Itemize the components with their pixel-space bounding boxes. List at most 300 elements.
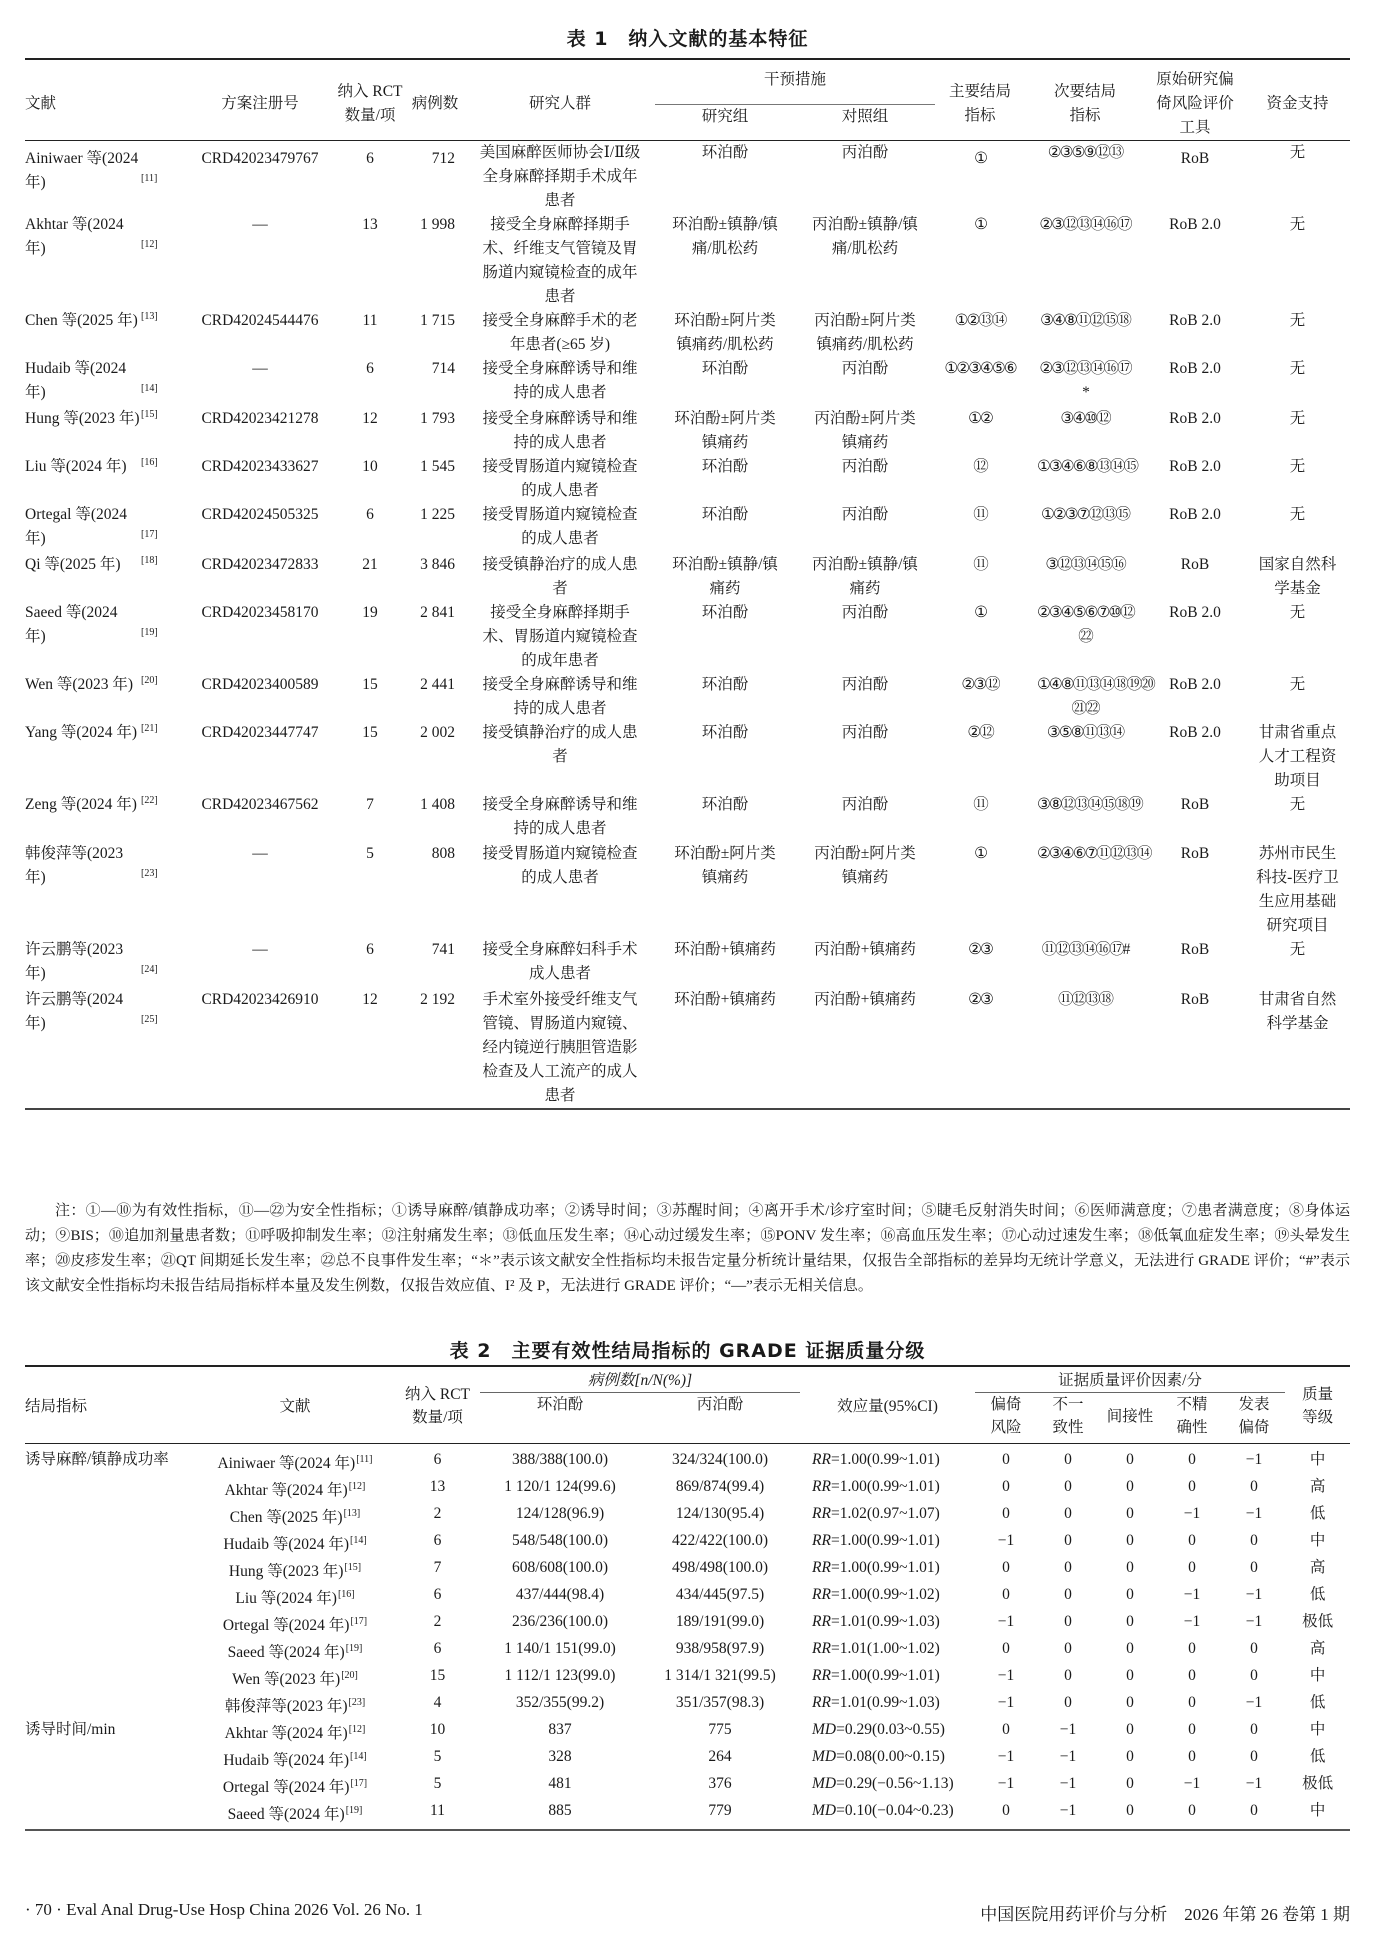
ciprofol-cases-cell: 437/444(98.4) — [515, 1586, 605, 1603]
literature-name: Qi 等(2025 年) — [25, 556, 121, 574]
propofol-cases-cell: 264 — [708, 1748, 732, 1765]
publication-bias-cell: 0 — [1250, 1667, 1258, 1684]
ciprofol-cases-cell: 124/128(96.9) — [515, 1505, 605, 1522]
funding-cell: 无 — [1289, 940, 1306, 958]
effect-size-cell — [800, 1444, 975, 1476]
imprecision-cell: 0 — [1188, 1532, 1196, 1549]
outcome-cell — [25, 1610, 195, 1637]
indirectness-cell: 0 — [1126, 1532, 1134, 1549]
quality-grade-cell: 低 — [1309, 1505, 1326, 1522]
inconsistency-cell: −1 — [1059, 1748, 1077, 1765]
propofol-cases-cell: 434/445(97.5) — [675, 1586, 765, 1603]
effect-size-cell — [800, 1799, 975, 1830]
bias-tool-cell: RoB 2.0 — [1169, 458, 1221, 476]
literature-name: Ainiwaer 等(2024 年) — [217, 1455, 356, 1472]
quality-grade-cell: 中 — [1309, 1667, 1326, 1684]
indirectness-cell: 0 — [1126, 1748, 1134, 1765]
cases-cell: 2 841 — [420, 604, 455, 622]
outcome-cell — [25, 1637, 195, 1664]
outcome-cell — [25, 1475, 195, 1502]
table2-title: 表 2 主要有效性结局指标的 GRADE 证据质量分级 — [449, 1340, 926, 1362]
literature-cell — [195, 1529, 395, 1556]
literature-name: Liu 等(2024 年) — [235, 1590, 337, 1607]
effect-value: =0.10(−0.04~0.23) — [836, 1802, 954, 1819]
imprecision-cell: 0 — [1188, 1721, 1196, 1738]
primary-outcome-cell: ⑪ — [973, 506, 987, 524]
inconsistency-cell: −1 — [1037, 1799, 1099, 1830]
control-group-cell: 丙泊酚+镇痛药 — [814, 940, 916, 958]
reference-number: [12] — [348, 1481, 366, 1492]
literature-cell — [25, 455, 185, 503]
reference-number: [23] — [141, 867, 158, 879]
population-cell: 接受全身麻醉诱导和维持的成人患者 — [482, 360, 638, 402]
publication-bias-cell: −1 — [1245, 1694, 1263, 1711]
study-group-cell: 环泊酚 — [701, 506, 749, 524]
table1-row — [25, 842, 1350, 938]
bias-tool-cell: RoB 2.0 — [1169, 312, 1221, 330]
literature-name: Hudaib 等(2024 年) — [223, 1536, 350, 1553]
t1-header-secondary: 次要结局 指标 — [1025, 59, 1145, 141]
effect-size-cell — [800, 1691, 975, 1718]
quality-grade-cell: 低 — [1309, 1748, 1326, 1765]
outcome-cell — [25, 1745, 195, 1772]
reference-number: [19] — [345, 1805, 363, 1816]
effect-type: MD — [812, 1802, 837, 1819]
control-group-cell: 丙泊酚±阿片类镇痛药 — [814, 410, 916, 452]
table1-row — [25, 553, 1350, 601]
population-cell: 接受全身麻醉择期手术、纤维支气管镜及胃肠道内窥镜检查的成年患者 — [482, 216, 638, 306]
indirectness-cell: 0 — [1099, 1799, 1161, 1830]
funding-cell: 无 — [1289, 410, 1306, 428]
primary-outcome-cell: ① — [974, 604, 986, 622]
footer-journal-en: · 70 · Eval Anal Drug-Use Hosp China 2026 Vol. 26 No. 1 — [25, 1900, 423, 1919]
table2-row — [25, 1637, 1350, 1664]
rct-count-cell: 15 — [429, 1667, 446, 1684]
literature-name: Chen 等(2025 年) — [229, 1509, 343, 1526]
table1-row — [25, 455, 1350, 503]
registration-cell: — — [252, 844, 268, 862]
propofol-cases-cell: 498/498(100.0) — [672, 1559, 769, 1576]
table1-row — [25, 673, 1350, 721]
study-group-cell: 环泊酚±阿片类镇痛药 — [674, 410, 776, 452]
literature-cell — [195, 1718, 395, 1745]
funding-cell: 无 — [1289, 360, 1306, 378]
reference-number: [11] — [141, 173, 158, 185]
secondary-outcome-cell: ③⑤⑧⑪⑬⑭ — [1046, 724, 1124, 742]
secondary-outcome-cell: ②③④⑤⑥⑦⑩⑫㉒ — [1037, 604, 1134, 646]
reference-number: [14] — [141, 383, 158, 395]
effect-value: =1.00(0.99~1.01) — [830, 1667, 940, 1684]
publication-bias-cell: −1 — [1245, 1613, 1263, 1630]
registration-cell: CRD42023426910 — [185, 988, 335, 1109]
table1-note: 注：①—⑩为有效性指标，⑪—㉒为安全性指标；①诱导麻醉/镇静成功率；②诱导时间；③苏醒时间；④离开手术/诊疗室时间；⑤睫毛反射消失时间；⑥医师满意度；⑦患者满意度；⑧身体运动；⑨BIS；⑩追加剂量患者数；⑪呼吸抑制发生率；⑫注射痛发生率；⑬低血压发生率；⑭心动过缓发生率；⑮PONV 发生率；⑯高血压发生率；⑰心动过速发生率；⑱低氧血症发生率；⑲头晕发生率；⑳皮疹发生率；㉑QT 间期延长发生率；㉒总不良事件发生率；“＊”表示该文献安全性指标均未报告定量分析统计量结果，仅报告全部指标的差异均无统计学意义，无法进行 GRADE 评价；“#”表示该文献安全性指标均未报告结局指标样本量及发生例数，仅报告效应值、I² 及 P，无法进行 GRADE 评价；“—”表示无相关信息。 — [25, 1203, 1350, 1294]
risk-of-bias-cell: −1 — [997, 1532, 1015, 1549]
control-group-cell: 丙泊酚 — [841, 360, 889, 378]
control-group-cell: 丙泊酚 — [841, 676, 889, 694]
reference-number: [19] — [141, 627, 158, 639]
effect-value: =0.29(−0.56~1.13) — [836, 1775, 954, 1792]
t2-header-propofol: 丙泊酚 — [696, 1396, 744, 1413]
effect-value: =1.01(0.99~1.03) — [830, 1694, 940, 1711]
inconsistency-cell: 0 — [1064, 1667, 1072, 1684]
effect-type: MD — [812, 1721, 837, 1738]
study-group-cell: 环泊酚±镇静/镇痛/肌松药 — [672, 216, 778, 258]
outcome-cell — [25, 1691, 195, 1718]
publication-bias-cell: −1 — [1245, 1775, 1263, 1792]
primary-outcome-cell: ①② — [968, 410, 992, 428]
control-group-cell: 丙泊酚±镇静/镇痛药 — [812, 556, 918, 598]
cases-cell: 1 545 — [420, 458, 455, 476]
effect-size-cell — [800, 1664, 975, 1691]
outcome-cell — [25, 1583, 195, 1610]
primary-outcome-cell: ① — [974, 844, 986, 862]
study-group-cell: 环泊酚 — [701, 796, 749, 814]
effect-value: =1.00(0.99~1.02) — [830, 1586, 940, 1603]
bias-tool-cell: RoB 2.0 — [1169, 410, 1221, 428]
effect-value: =1.02(0.97~1.07) — [830, 1505, 940, 1522]
rct-count-cell: 6 — [433, 1586, 442, 1603]
effect-type: MD — [812, 1775, 837, 1792]
secondary-outcome-cell: ②③⑤⑨⑫⑬ — [1025, 141, 1145, 214]
indirectness-cell: 0 — [1126, 1478, 1134, 1495]
registration-cell: CRD42023421278 — [201, 410, 319, 428]
publication-bias-cell: 0 — [1250, 1640, 1258, 1657]
publication-bias-cell: 0 — [1250, 1721, 1258, 1738]
ciprofol-cases-cell: 328 — [548, 1748, 572, 1765]
bias-tool-cell: RoB 2.0 — [1169, 724, 1221, 742]
primary-outcome-cell: ① — [935, 141, 1025, 214]
secondary-outcome-cell: ⑪⑫⑬⑱ — [1025, 988, 1145, 1109]
effect-type: RR — [812, 1667, 831, 1684]
rct-count-cell: 15 — [362, 724, 378, 742]
funding-cell: 苏州市民生科技-医疗卫生应用基础研究项目 — [1256, 844, 1339, 934]
table2-row — [25, 1772, 1350, 1799]
table1-row — [25, 793, 1350, 841]
t1-header-intervention: 干预措施 — [655, 59, 935, 105]
study-group-cell: 环泊酚+镇痛药 — [655, 988, 795, 1109]
funding-cell: 无 — [1289, 604, 1306, 622]
propofol-cases-cell: 775 — [708, 1721, 732, 1738]
literature-cell — [195, 1610, 395, 1637]
table2-row — [25, 1556, 1350, 1583]
literature-name: Ortegal 等(2024 年) — [25, 506, 128, 548]
literature-name: Ortegal 等(2024 年) — [222, 1779, 350, 1796]
table2-row — [25, 1718, 1350, 1745]
primary-outcome-cell: ②③ — [935, 988, 1025, 1109]
imprecision-cell: −1 — [1183, 1586, 1201, 1603]
bias-tool-cell: RoB — [1145, 141, 1245, 214]
rct-count-cell: 6 — [366, 360, 374, 378]
bias-tool-cell: RoB — [1180, 796, 1210, 814]
literature-cell — [25, 601, 185, 673]
effect-size-cell — [800, 1718, 975, 1745]
cases-cell: 2 192 — [405, 988, 465, 1109]
primary-outcome-cell: ① — [974, 216, 986, 234]
outcome-cell — [25, 1502, 195, 1529]
reference-number: [19] — [345, 1643, 363, 1654]
table2-row — [25, 1475, 1350, 1502]
t2-header-imprecision: 不精 确性 — [1176, 1396, 1208, 1436]
literature-cell — [195, 1444, 395, 1476]
table1-row — [25, 141, 1350, 214]
quality-grade-cell: 高 — [1309, 1559, 1326, 1576]
literature-name: Liu 等(2024 年) — [25, 458, 127, 476]
literature-cell — [25, 721, 185, 793]
rct-count-cell: 5 — [433, 1775, 442, 1792]
ciprofol-cases-cell: 885 — [480, 1799, 640, 1830]
ciprofol-cases-cell: 1 112/1 123(99.0) — [504, 1667, 616, 1684]
effect-size-cell — [800, 1502, 975, 1529]
publication-bias-cell: 0 — [1250, 1559, 1258, 1576]
literature-cell — [195, 1583, 395, 1610]
bias-tool-cell: RoB 2.0 — [1169, 506, 1221, 524]
literature-cell — [195, 1745, 395, 1772]
rct-count-cell: 5 — [366, 844, 374, 862]
study-group-cell: 环泊酚±镇静/镇痛药 — [672, 556, 778, 598]
risk-of-bias-cell: 0 — [1002, 1640, 1010, 1657]
literature-name: Hung 等(2023 年) — [228, 1563, 344, 1580]
cases-cell: 808 — [431, 844, 455, 862]
effect-size-cell — [800, 1745, 975, 1772]
rct-count-cell: 6 — [335, 141, 405, 214]
bias-tool-cell: RoB — [1180, 556, 1210, 574]
effect-type: RR — [812, 1613, 831, 1630]
effect-value: =1.01(1.00~1.02) — [830, 1640, 940, 1657]
control-group-cell: 丙泊酚 — [841, 796, 889, 814]
literature-cell — [25, 213, 185, 309]
secondary-outcome-cell: ⑪⑫⑬⑭⑯⑰# — [1041, 940, 1129, 958]
literature-name: Akhtar 等(2024 年) — [25, 216, 124, 258]
funding-cell: 无 — [1245, 141, 1350, 214]
study-group-cell: 环泊酚 — [701, 458, 749, 476]
outcome-cell — [25, 1664, 195, 1691]
quality-grade-cell: 极低 — [1302, 1775, 1334, 1792]
table2-row — [25, 1583, 1350, 1610]
t2-header-effect: 效应量(95%CI) — [800, 1366, 975, 1444]
literature-name: Ainiwaer 等(2024 年) — [25, 150, 139, 192]
propofol-cases-cell: 1 314/1 321(99.5) — [664, 1667, 776, 1684]
table1-row — [25, 357, 1350, 407]
risk-of-bias-cell: 0 — [1002, 1505, 1010, 1522]
indirectness-cell: 0 — [1126, 1613, 1134, 1630]
effect-value: =1.00(0.99~1.01) — [830, 1478, 940, 1495]
t1-header-rct-count: 纳入 RCT 数量/项 — [335, 59, 405, 141]
table1-row — [25, 938, 1350, 988]
t2-header-literature: 文献 — [195, 1366, 395, 1444]
reference-number: [15] — [141, 409, 158, 421]
control-group-cell: 丙泊酚±阿片类镇痛药 — [814, 844, 916, 886]
reference-number: [22] — [141, 795, 158, 807]
table2-row — [25, 1529, 1350, 1556]
primary-outcome-cell: ⑪ — [973, 796, 987, 814]
literature-name: Yang 等(2024 年) — [25, 724, 138, 742]
outcome-cell: 诱导麻醉/镇静成功率 — [25, 1444, 195, 1476]
literature-cell — [25, 553, 185, 601]
population-cell: 接受胃肠道内窥镜检查的成人患者 — [482, 458, 638, 500]
t2-header-indirectness: 间接性 — [1106, 1407, 1154, 1425]
cases-cell: 741 — [431, 940, 455, 958]
secondary-outcome-cell: ③④⑧⑪⑫⑮⑱ — [1040, 312, 1130, 330]
funding-cell: 无 — [1289, 676, 1306, 694]
risk-of-bias-cell: −1 — [997, 1748, 1015, 1765]
publication-bias-cell: 0 — [1250, 1478, 1258, 1495]
t2-header-cases-group: 病例数[n/N(%)] — [480, 1366, 800, 1393]
reference-number: [13] — [141, 311, 158, 323]
rct-count-cell: 5 — [433, 1748, 442, 1765]
rct-count-cell: 13 — [429, 1478, 446, 1495]
literature-cell — [195, 1799, 395, 1830]
cases-cell: 3 846 — [420, 556, 455, 574]
control-group-cell: 丙泊酚 — [841, 604, 889, 622]
indirectness-cell: 0 — [1126, 1586, 1134, 1603]
publication-bias-cell: 0 — [1250, 1748, 1258, 1765]
propofol-cases-cell: 422/422(100.0) — [672, 1532, 769, 1549]
literature-cell — [195, 1691, 395, 1718]
effect-type: RR — [812, 1451, 831, 1468]
reference-number: [23] — [348, 1697, 366, 1708]
effect-type: RR — [812, 1694, 831, 1711]
publication-bias-cell: −1 — [1245, 1586, 1263, 1603]
rct-count-cell: 6 — [433, 1640, 442, 1657]
quality-grade-cell: 极低 — [1302, 1613, 1334, 1630]
effect-value: =1.00(0.99~1.01) — [830, 1451, 940, 1468]
quality-grade-cell: 低 — [1309, 1694, 1326, 1711]
effect-value: =0.08(0.00~0.15) — [836, 1748, 945, 1765]
registration-cell: CRD42023400589 — [201, 676, 319, 694]
propofol-cases-cell: 779 — [640, 1799, 800, 1830]
t1-header-primary: 主要结局 指标 — [935, 59, 1025, 141]
reference-number: [20] — [141, 675, 158, 687]
population-cell: 接受全身麻醉诱导和维持的成人患者 — [482, 676, 638, 718]
reference-number: [18] — [141, 555, 158, 567]
literature-name: 韩俊萍等(2023 年) — [25, 844, 124, 886]
imprecision-cell: 0 — [1161, 1444, 1223, 1476]
literature-name: Wen 等(2023 年) — [232, 1671, 341, 1688]
study-group-cell: 环泊酚 — [701, 724, 749, 742]
t1-header-study-group: 研究组 — [701, 108, 749, 126]
inconsistency-cell: 0 — [1064, 1559, 1072, 1576]
literature-cell — [25, 842, 185, 938]
registration-cell: — — [252, 940, 268, 958]
imprecision-cell: 0 — [1161, 1799, 1223, 1830]
population-cell: 接受镇静治疗的成人患者 — [482, 724, 638, 766]
reference-number: [13] — [343, 1508, 361, 1519]
t1-header-control-group: 对照组 — [841, 108, 889, 126]
risk-of-bias-cell: 0 — [1002, 1586, 1010, 1603]
literature-name: Akhtar 等(2024 年) — [224, 1725, 348, 1742]
reference-number: [15] — [344, 1562, 362, 1573]
table1-row — [25, 601, 1350, 673]
study-group-cell: 环泊酚±阿片类镇痛药/肌松药 — [674, 312, 776, 354]
reference-number: [17] — [350, 1778, 368, 1789]
effect-type: MD — [812, 1748, 837, 1765]
propofol-cases-cell: 869/874(99.4) — [675, 1478, 765, 1495]
rct-count-cell: 11 — [395, 1799, 480, 1830]
literature-cell — [195, 1772, 395, 1799]
literature-name: Zeng 等(2024 年) — [25, 796, 137, 814]
study-group-cell: 环泊酚 — [701, 360, 749, 378]
literature-name: 许云鹏等(2024 年) — [25, 990, 124, 1032]
ciprofol-cases-cell: 1 140/1 151(99.0) — [504, 1640, 616, 1657]
control-group-cell: 丙泊酚±阿片类镇痛药/肌松药 — [814, 312, 916, 354]
reference-number: [14] — [350, 1535, 367, 1546]
rct-count-cell: 7 — [433, 1559, 442, 1576]
control-group-cell: 丙泊酚 — [841, 458, 889, 476]
secondary-outcome-cell: ①③④⑥⑧⑬⑭⑮ — [1037, 458, 1137, 476]
cases-cell: 2 002 — [420, 724, 455, 742]
registration-cell: CRD42024544476 — [201, 312, 319, 330]
bias-tool-cell: RoB 2.0 — [1169, 604, 1221, 622]
rct-count-cell: 2 — [433, 1613, 442, 1630]
imprecision-cell: −1 — [1183, 1613, 1201, 1630]
outcome-cell — [25, 1529, 195, 1556]
t2-header-risk-of-bias: 偏倚 风险 — [990, 1396, 1022, 1436]
t1-header-bias-tool: 原始研究偏 倚风险评价 工具 — [1145, 59, 1245, 141]
effect-type: RR — [812, 1586, 831, 1603]
secondary-outcome-cell: ②③④⑥⑦⑪⑫⑬⑭ — [1037, 844, 1151, 862]
reference-number: [14] — [350, 1751, 367, 1762]
inconsistency-cell: 0 — [1064, 1532, 1072, 1549]
indirectness-cell: 0 — [1099, 1444, 1161, 1476]
study-group-cell: 环泊酚+镇痛药 — [674, 940, 776, 958]
literature-name: Hudaib 等(2024 年) — [223, 1752, 350, 1769]
literature-name: Saeed 等(2024 年) — [227, 1644, 345, 1661]
risk-of-bias-cell: 0 — [975, 1444, 1037, 1476]
indirectness-cell: 0 — [1126, 1559, 1134, 1576]
rct-count-cell: 6 — [366, 940, 374, 958]
publication-bias-cell: −1 — [1245, 1505, 1263, 1522]
risk-of-bias-cell: −1 — [997, 1613, 1015, 1630]
propofol-cases-cell: 938/958(97.9) — [675, 1640, 765, 1657]
quality-grade-cell: 高 — [1309, 1640, 1326, 1657]
risk-of-bias-cell: 0 — [1002, 1559, 1010, 1576]
effect-value: =0.29(0.03~0.55) — [836, 1721, 945, 1738]
table1-row — [25, 503, 1350, 553]
ciprofol-cases-cell: 837 — [548, 1721, 572, 1738]
literature-name: Ortegal 等(2024 年) — [222, 1617, 350, 1634]
secondary-outcome-cell: ①②③⑦⑫⑬⑮ — [1040, 506, 1130, 524]
effect-size-cell — [800, 1772, 975, 1799]
effect-value: =1.01(0.99~1.03) — [830, 1613, 940, 1630]
effect-type: RR — [812, 1559, 831, 1576]
table2-row — [25, 1745, 1350, 1772]
table1-row — [25, 407, 1350, 455]
funding-cell: 无 — [1289, 506, 1306, 524]
indirectness-cell: 0 — [1126, 1505, 1134, 1522]
indirectness-cell: 0 — [1126, 1667, 1134, 1684]
imprecision-cell: 0 — [1188, 1640, 1196, 1657]
rct-count-cell: 15 — [362, 676, 378, 694]
table2-row — [25, 1502, 1350, 1529]
literature-name: 许云鹏等(2023 年) — [25, 940, 124, 982]
ciprofol-cases-cell: 352/355(99.2) — [515, 1694, 605, 1711]
t2-header-publication-bias: 发表 偏倚 — [1238, 1396, 1270, 1436]
reference-number: [24] — [141, 963, 158, 975]
propofol-cases-cell: 351/357(98.3) — [675, 1694, 765, 1711]
table2-row — [25, 1799, 1350, 1830]
reference-number: [12] — [141, 239, 158, 251]
funding-cell: 无 — [1289, 796, 1306, 814]
outcome-cell — [25, 1556, 195, 1583]
funding-cell: 无 — [1289, 312, 1306, 330]
effect-type: RR — [812, 1478, 831, 1495]
secondary-outcome-cell: ②③⑫⑬⑭⑯⑰ — [1039, 216, 1131, 234]
funding-cell: 无 — [1289, 216, 1306, 234]
t2-header-ciprofol: 环泊酚 — [536, 1396, 584, 1413]
table2 — [25, 1365, 1350, 1831]
population-cell: 接受镇静治疗的成人患者 — [482, 556, 638, 598]
effect-type: RR — [812, 1640, 831, 1657]
